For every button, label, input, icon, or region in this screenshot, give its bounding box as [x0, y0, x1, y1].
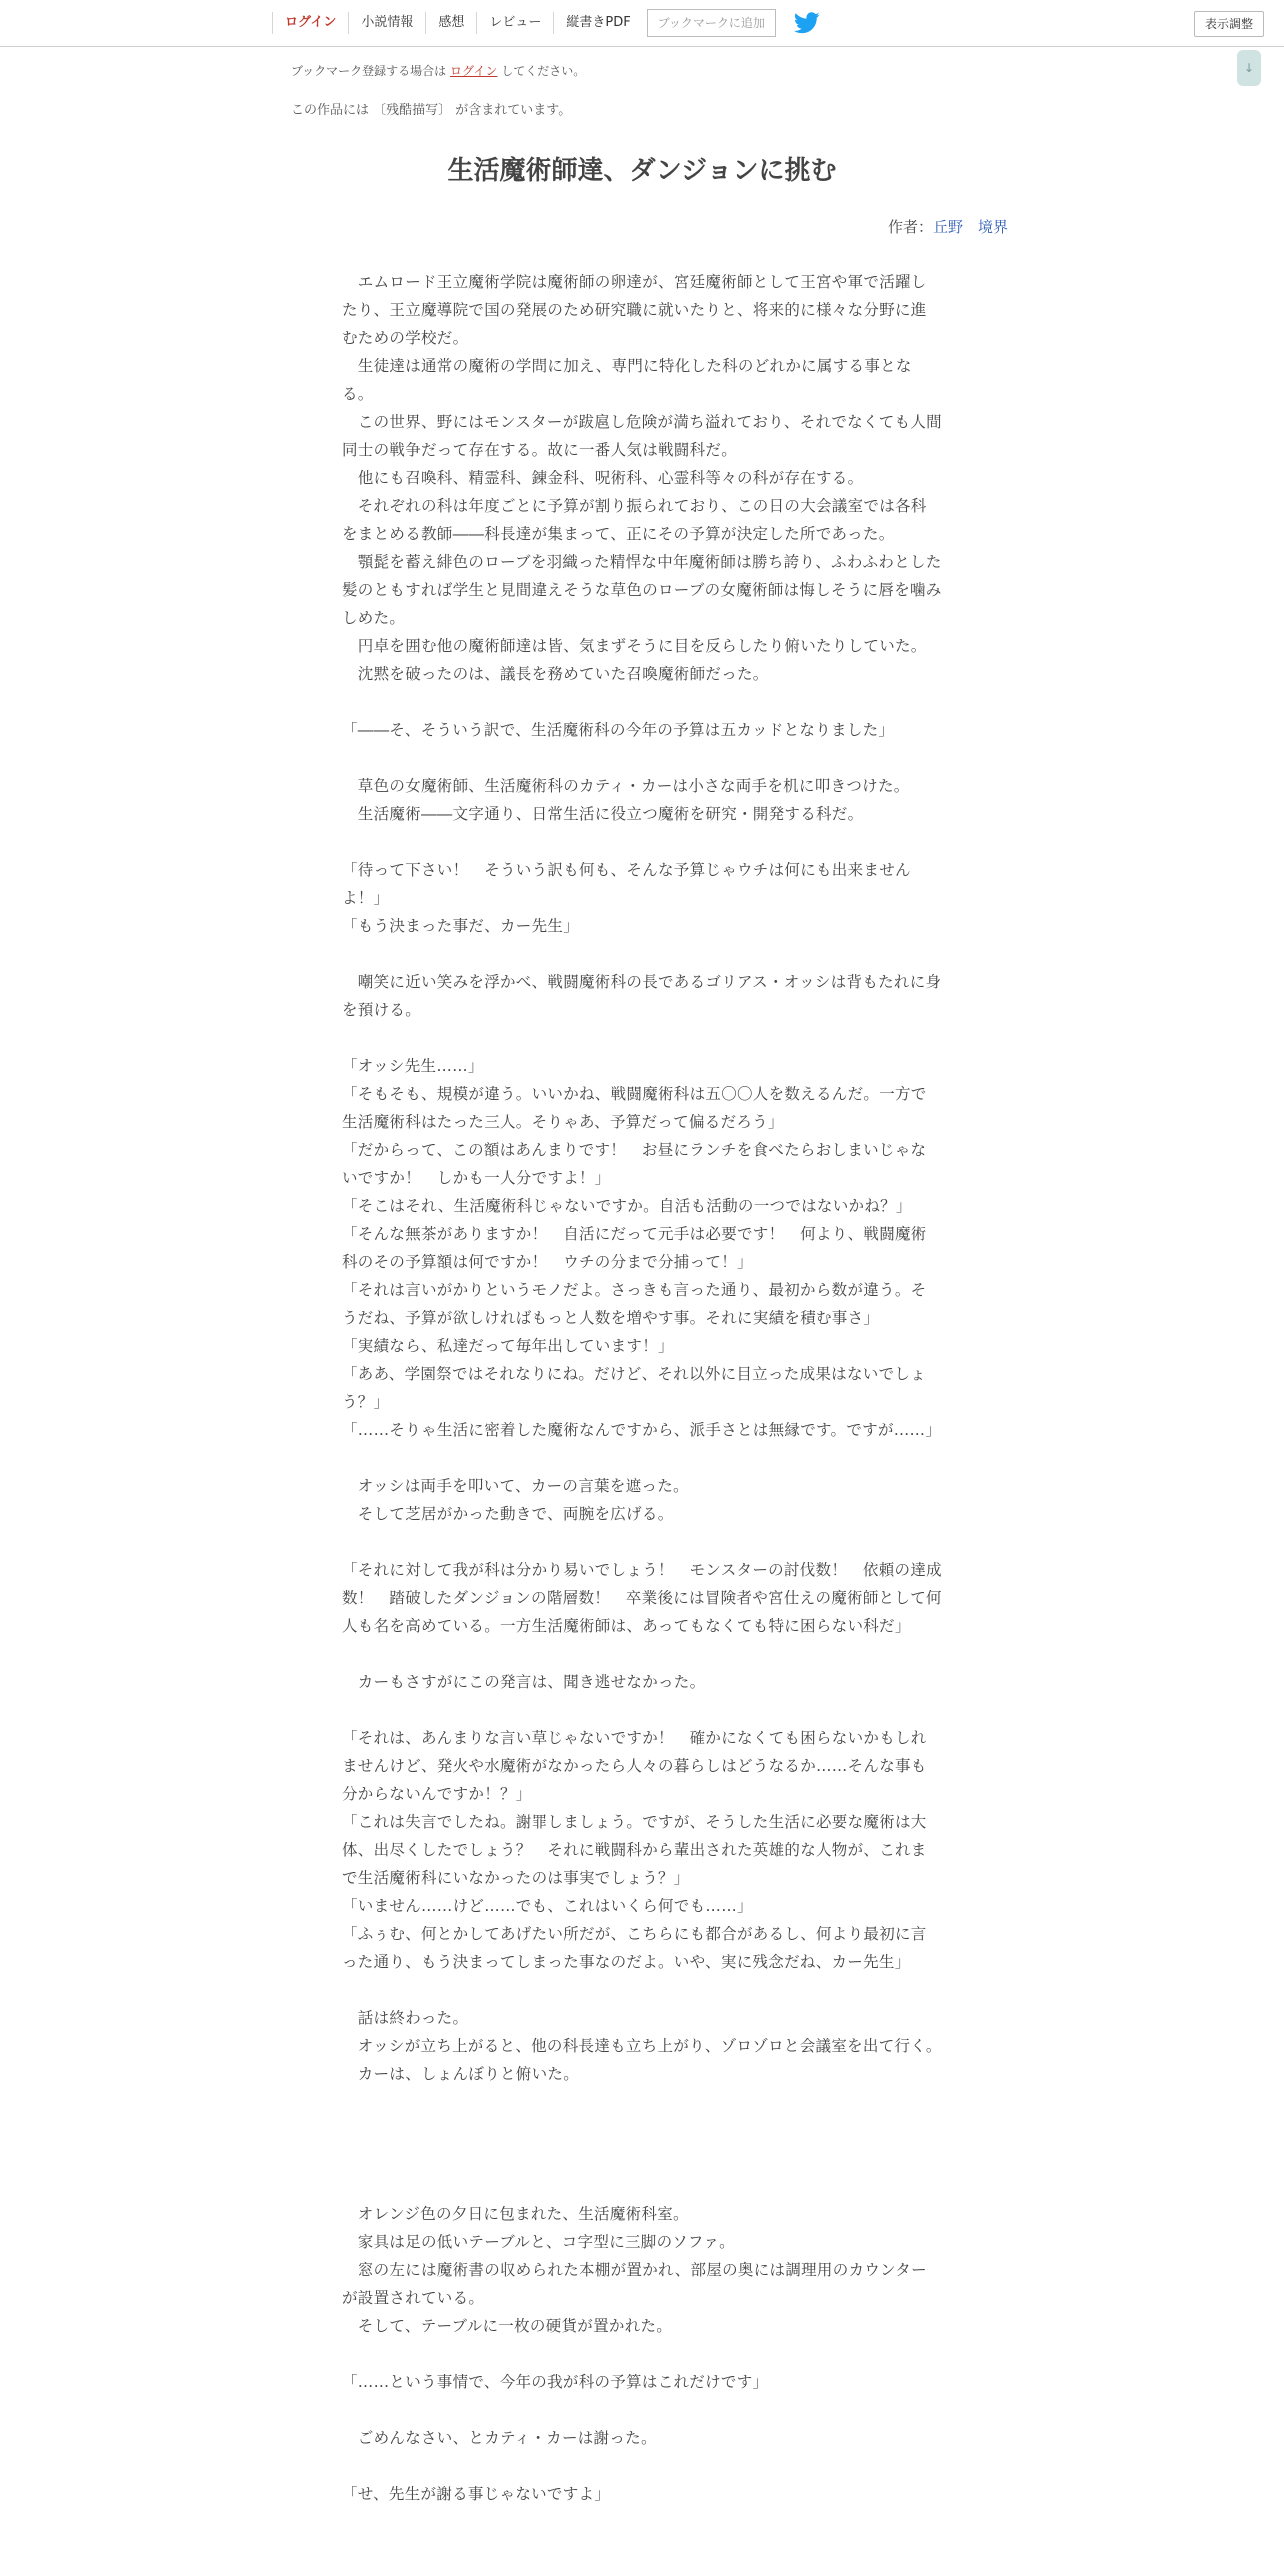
body-paragraph: カーは、しょんぼりと俯いた。: [342, 2065, 580, 2083]
body-paragraph: 「いません……けど……でも、これはいくら何でも……」: [342, 1897, 753, 1915]
nav-impressions-link[interactable]: 感想: [425, 12, 476, 34]
body-paragraph: オッシは両手を叩いて、カーの言葉を遮った。: [342, 1477, 689, 1495]
twitter-icon[interactable]: [794, 12, 820, 34]
body-paragraph: それぞれの科は年度ごとに予算が割り振られており、この日の大会議室では各科をまとめる教師――科長達が集まって、正にその予算が決定した所であった。: [342, 497, 927, 543]
body-paragraph: 「せ、先生が謝る事じゃないですよ」: [342, 2485, 611, 2503]
body-paragraph: 生徒達は通常の魔術の学問に加え、専門に特化した科のどれかに属する事となる。: [342, 357, 912, 403]
author-label: 作者：: [887, 218, 933, 236]
body-paragraph: 「それに対して我が科は分かり易いでしょう！ モンスターの討伐数！ 依頼の達成数！ 踏破したダンジョンの階層数！ 卒業後には冒険者や宮仕えの魔術師として何人も名を高めている。一方生活魔術師は、あってもなくても特に困らない科だ」: [342, 1561, 942, 1635]
body-paragraph: [342, 1528, 942, 1556]
body-paragraph: 「ああ、学園祭ではそれなりにね。だけど、それ以外に目立った成果はないでしょう？」: [342, 1365, 926, 1411]
body-paragraph: 「ふぅむ、何とかしてあげたい所だが、こちらにも都合があるし、何より最初に言った通り、もう決まってしまった事なのだよ。いや、実に残念だね、カー先生」: [342, 1925, 927, 1971]
body-paragraph: ごめんなさい、とカティ・カーは謝った。: [342, 2429, 657, 2447]
body-paragraph: 嘲笑に近い笑みを浮かべ、戦闘魔術科の長であるゴリアス・オッシは背もたれに身を預ける。: [342, 973, 942, 1019]
body-paragraph: [342, 2172, 942, 2200]
bookmark-notice-prefix: ブックマーク登録する場合は: [291, 64, 447, 78]
display-settings-button[interactable]: 表示調整: [1194, 11, 1264, 37]
body-paragraph: 「……という事情で、今年の我が科の予算はこれだけです」: [342, 2373, 769, 2391]
body-paragraph: [342, 688, 942, 716]
nav-login-link[interactable]: ログイン: [272, 12, 348, 34]
body-paragraph: 「それは言いがかりというモノだよ。さっきも言った通り、最初から数が違う。そうだね、予算が欲しければもっと人数を増やす事。それに実績を積む事さ」: [342, 1281, 927, 1327]
body-paragraph: オレンジ色の夕日に包まれた、生活魔術科室。: [342, 2205, 689, 2223]
content-warning: この作品には 〔残酷描写〕 が含まれています。: [291, 103, 572, 118]
body-paragraph: [342, 828, 942, 856]
body-paragraph: 「そこはそれ、生活魔術科じゃないですか。自活も活動の一つではないかね？」: [342, 1197, 912, 1215]
author-line: [888, 216, 1008, 237]
body-paragraph: [342, 1640, 942, 1668]
top-nav-bar: [0, 0, 1284, 47]
novel-title: 生活魔術師達、ダンジョンに挑む: [447, 156, 837, 186]
body-paragraph: [342, 1696, 942, 1724]
body-paragraph: [342, 2452, 942, 2480]
body-paragraph: [342, 1444, 942, 1472]
body-paragraph: 「もう決まった事だ、カー先生」: [342, 917, 580, 935]
body-paragraph: そして、テーブルに一枚の硬貨が置かれた。: [342, 2317, 673, 2335]
body-paragraph: [342, 744, 942, 772]
bookmark-notice-suffix: してください。: [501, 64, 586, 78]
body-paragraph: [342, 2144, 942, 2172]
body-paragraph: 「そんな無茶がありますか！ 自活にだって元手は必要です！ 何より、戦闘魔術科のその予算額は何ですか！ ウチの分まで分捕って！」: [342, 1225, 927, 1271]
bookmark-notice-login-link[interactable]: ログイン: [450, 64, 498, 78]
novel-body: [342, 268, 942, 2508]
nav-menu: [272, 0, 820, 46]
nav-novel-info-link[interactable]: 小説情報: [348, 12, 425, 34]
body-paragraph: 円卓を囲む他の魔術師達は皆、気まずそうに目を反らしたり俯いたりしていた。: [342, 637, 927, 655]
body-paragraph: [342, 2088, 942, 2116]
body-paragraph: 「待って下さい！ そういう訳も何も、そんな予算じゃウチは何にも出来ませんよ！」: [342, 861, 911, 907]
author-name-link[interactable]: 丘野 境界: [932, 218, 1008, 236]
body-paragraph: 顎髭を蓄え緋色のローブを羽織った精悍な中年魔術師は勝ち誇り、ふわふわとした髪のともすれば学生と見間違えそうな草色のローブの女魔術師は悔しそうに唇を噛みしめた。: [342, 553, 942, 627]
body-paragraph: 「これは失言でしたね。謝罪しましょう。ですが、そうした生活に必要な魔術は大体、出尽くしたでしょう？ それに戦闘科から輩出された英雄的な人物が、これまで生活魔術科にいなかったのは事実でしょう？」: [342, 1813, 927, 1887]
bookmark-login-notice: [291, 62, 585, 79]
body-paragraph: [342, 2340, 942, 2368]
body-paragraph: 話は終わった。: [342, 2009, 469, 2027]
body-paragraph: 「実績なら、私達だって毎年出しています！」: [342, 1337, 674, 1355]
body-paragraph: [342, 940, 942, 968]
body-paragraph: [342, 2396, 942, 2424]
body-paragraph: 「それは、あんまりな言い草じゃないですか！ 確かになくても困らないかもしれませんけど、発火や水魔術がなかったら人々の暮らしはどうなるか……そんな事も分からないんですか！？」: [342, 1729, 927, 1803]
body-paragraph: 沈黙を破ったのは、議長を務めていた召喚魔術師だった。: [342, 665, 769, 683]
add-bookmark-button[interactable]: ブックマークに追加: [647, 9, 776, 37]
body-paragraph: エムロード王立魔術学院は魔術師の卵達が、宮廷魔術師として王宮や軍で活躍したり、王立魔導院で国の発展のため研究職に就いたりと、将来的に様々な分野に進むための学校だ。: [342, 273, 927, 347]
nav-vertical-pdf-link[interactable]: 縦書きPDF: [553, 12, 642, 34]
body-paragraph: 草色の女魔術師、生活魔術科のカティ・カーは小さな両手を机に叩きつけた。: [342, 777, 910, 795]
scroll-down-button[interactable]: ↓: [1237, 50, 1261, 86]
body-paragraph: 「だからって、この額はあんまりです！ お昼にランチを食べたらおしまいじゃないですか！ しかも一人分ですよ！」: [342, 1141, 927, 1187]
body-paragraph: 窓の左には魔術書の収められた本棚が置かれ、部屋の奥には調理用のカウンターが設置されている。: [342, 2261, 927, 2307]
body-paragraph: カーもさすがにこの発言は、聞き逃せなかった。: [342, 1673, 706, 1691]
body-paragraph: 生活魔術――文字通り、日常生活に役立つ魔術を研究・開発する科だ。: [342, 805, 864, 823]
body-paragraph: そして芝居がかった動きで、両腕を広げる。: [342, 1505, 674, 1523]
body-paragraph: [342, 1024, 942, 1052]
body-paragraph: 他にも召喚科、精霊科、錬金科、呪術科、心霊科等々の科が存在する。: [342, 469, 864, 487]
body-paragraph: オッシが立ち上がると、他の科長達も立ち上がり、ゾロゾロと会議室を出て行く。: [342, 2037, 942, 2055]
body-paragraph: この世界、野にはモンスターが跋扈し危険が満ち溢れており、それでなくても人間同士の戦争だって存在する。故に一番人気は戦闘科だ。: [342, 413, 942, 459]
nav-review-link[interactable]: レビュー: [476, 12, 553, 34]
body-paragraph: 家具は足の低いテーブルと、コ字型に三脚のソファ。: [342, 2233, 735, 2251]
body-paragraph: 「――そ、そういう訳で、生活魔術科の今年の予算は五カッドとなりました」: [342, 721, 895, 739]
body-paragraph: [342, 1976, 942, 2004]
body-paragraph: 「オッシ先生……」: [342, 1057, 484, 1075]
body-paragraph: [342, 2116, 942, 2144]
body-paragraph: 「……そりゃ生活に密着した魔術なんですから、派手さとは無縁です。ですが……」: [342, 1421, 942, 1439]
body-paragraph: 「そもそも、規模が違う。いいかね、戦闘魔術科は五〇〇人を数えるんだ。一方で生活魔術科はたった三人。そりゃあ、予算だって偏るだろう」: [342, 1085, 927, 1131]
